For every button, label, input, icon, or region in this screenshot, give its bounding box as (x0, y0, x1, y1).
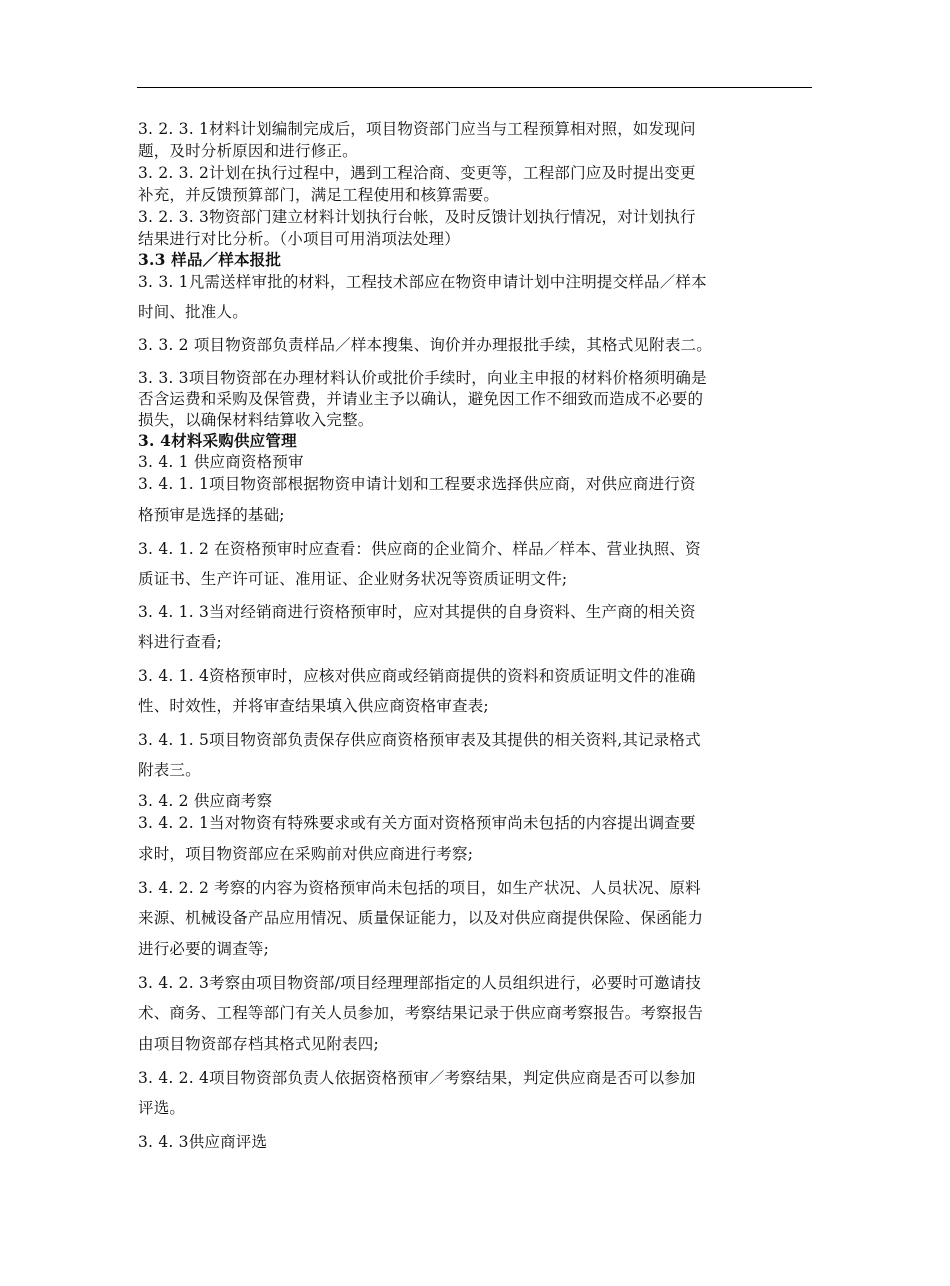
para-3-4-1-1-line-1: 3. 4. 1. 1项目物资部根据物资申请计划和工程要求选择供应商，对供应商进行资 (138, 475, 696, 493)
section-heading-3-4: 3. 4材料采购供应管理 (138, 431, 297, 450)
para-3-4-2-1-line-2: 求时，项目物资部应在采购前对供应商进行考察; (138, 845, 474, 863)
para-3-2-3-1-line-2: 题，及时分析原因和进行修正。 (138, 142, 358, 160)
para-3-2-3-2-line-2: 补充，并反馈预算部门，满足工程使用和核算需要。 (138, 186, 500, 204)
para-3-4-2-4-line-1: 3. 4. 2. 4项目物资部负责人依据资格预审／考察结果，判定供应商是否可以参加 (138, 1069, 696, 1087)
para-3-4-1-4-line-2: 性、时效性，并将审查结果填入供应商资格审查表; (138, 697, 489, 715)
subheading-3-4-2: 3. 4. 2 供应商考察 (138, 792, 273, 810)
para-3-3-1-line-2: 时间、批准人。 (138, 303, 248, 321)
header-rule (137, 87, 812, 88)
para-3-4-1-3-line-2: 料进行查看; (138, 633, 222, 651)
para-3-3-3-line-3: 损失，以确保材料结算收入完整。 (138, 411, 374, 429)
para-3-4-2-2-line-3: 进行必要的调查等; (138, 940, 270, 958)
para-3-2-3-3-line-2: 结果进行对比分析。（小项目可用消项法处理） (138, 230, 460, 248)
para-3-3-3-line-1: 3. 3. 3项目物资部在办理材料认价或批价手续时，向业主申报的材料价格须明确是 (138, 369, 707, 387)
para-3-4-1-5-line-1: 3. 4. 1. 5项目物资部负责保存供应商资格预审表及其提供的相关资料,其记录格式 (138, 731, 701, 749)
para-3-4-2-2-line-2: 来源、机械设备产品应用情况、质量保证能力，以及对供应商提供保险、保函能力 (138, 909, 704, 927)
para-3-4-1-2-line-2: 质证书、生产许可证、准用证、企业财务状况等资质证明文件; (138, 570, 568, 588)
para-3-4-2-3-line-3: 由项目物资部存档其格式见附表四; (138, 1035, 379, 1053)
para-3-4-1-1-line-2: 格预审是选择的基础; (138, 506, 285, 524)
para-3-4-2-1-line-1: 3. 4. 2. 1当对物资有特殊要求或有关方面对资格预审尚未包括的内容提出调查要 (138, 814, 696, 832)
para-3-3-2: 3. 3. 2 项目物资部负责样品／样本搜集、询价并办理报批手续，其格式见附表二。 (138, 336, 712, 354)
para-3-4-1-5-line-2: 附表三。 (138, 761, 201, 779)
subheading-3-4-3: 3. 4. 3供应商评选 (138, 1133, 268, 1151)
subheading-3-4-1: 3. 4. 1 供应商资格预审 (138, 453, 304, 471)
section-heading-3-3: 3.3 样品／样本报批 (138, 250, 282, 269)
para-3-4-1-3-line-1: 3. 4. 1. 3当对经销商进行资格预审时，应对其提供的自身资料、生产商的相关资 (138, 603, 696, 621)
para-3-4-2-3-line-1: 3. 4. 2. 3考察由项目物资部/项目经理理部指定的人员组织进行，必要时可邀请技 (138, 974, 702, 992)
para-3-3-1-line-1: 3. 3. 1凡需送样审批的材料，工程技术部应在物资申请计划中注明提交样品／样本 (138, 273, 707, 291)
para-3-4-1-4-line-1: 3. 4. 1. 4资格预审时，应核对供应商或经销商提供的资料和资质证明文件的准确 (138, 667, 696, 685)
para-3-4-2-3-line-2: 术、商务、工程等部门有关人员参加，考察结果记录于供应商考察报告。考察报告 (138, 1004, 704, 1022)
para-3-4-2-4-line-2: 评选。 (138, 1099, 186, 1117)
para-3-2-3-3-line-1: 3. 2. 3. 3物资部门建立材料计划执行台帐，及时反馈计划执行情况，对计划执行 (138, 208, 696, 226)
para-3-4-2-2-line-1: 3. 4. 2. 2 考察的内容为资格预审尚未包括的项目，如生产状况、人员状况、原料 (138, 879, 701, 897)
para-3-2-3-2-line-1: 3. 2. 3. 2计划在执行过程中，遇到工程洽商、变更等，工程部门应及时提出变更 (138, 164, 696, 182)
para-3-4-1-2-line-1: 3. 4. 1. 2 在资格预审时应查看：供应商的企业简介、样品／样本、营业执照、资 (138, 540, 701, 558)
para-3-2-3-1-line-1: 3. 2. 3. 1材料计划编制完成后，项目物资部门应当与工程预算相对照，如发现问 (138, 120, 696, 138)
para-3-3-3-line-2: 否含运费和采购及保管费，并请业主予以确认，避免因工作不细致而造成不必要的 (138, 390, 704, 408)
